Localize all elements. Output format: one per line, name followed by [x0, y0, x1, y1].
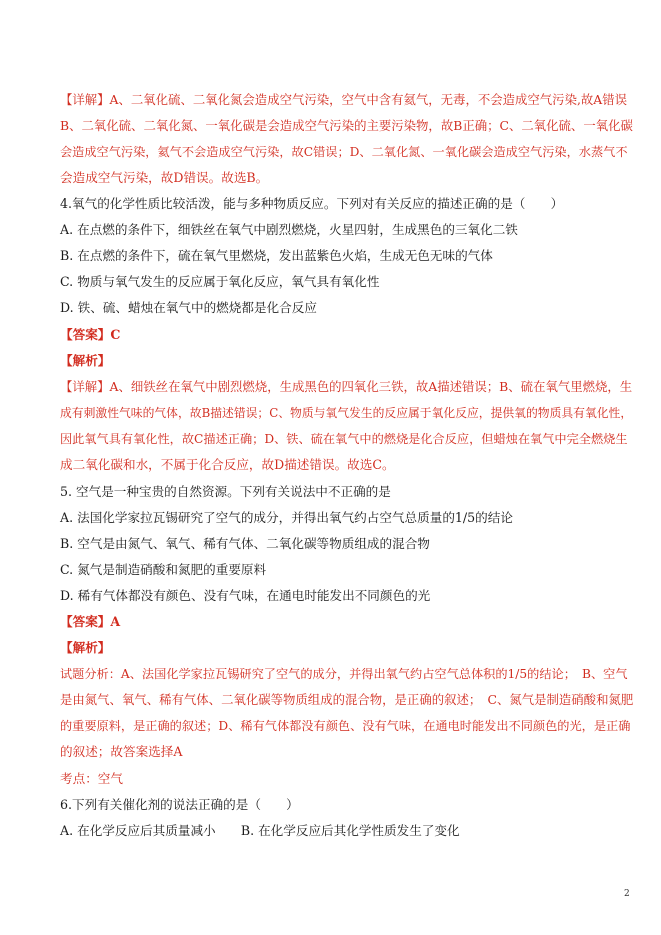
- question-4-option-c: C. 物质与氧气发生的反应属于氧化反应，氧气具有氧化性: [60, 274, 380, 289]
- question-6-options: A. 在化学反应后其质量减小 B. 在化学反应后其化学性质发生了变化: [60, 823, 460, 838]
- page-number: 2: [624, 889, 630, 899]
- explanation-line-8: 成二氧化碳和水，不属于化合反应，故D描述错误。故选C。: [60, 457, 395, 472]
- question-6-stem: 6.下列有关催化剂的说法正确的是（ ）: [60, 797, 299, 812]
- question-4-option-a: A. 在点燃的条件下，细铁丝在氧气中剧烈燃烧，火星四射，生成黑色的三氧化二铁: [60, 222, 518, 237]
- analysis-line-2: 是由氮气、氧气、稀有气体、二氧化碳等物质组成的混合物，是正确的叙述； C、氮气是制造硝酸和氮肥: [60, 692, 634, 707]
- answer-label: 【答案】C: [60, 327, 121, 342]
- question-4-stem: 4.氧气的化学性质比较活泼，能与多种物质反应。下列对有关反应的描述正确的是（ ）: [60, 196, 564, 211]
- question-5-option-c: C. 氮气是制造硝酸和氮肥的重要原料: [60, 562, 267, 577]
- explanation-line-6: 成有刺激性气味的气体，故B描述错误；C、物质与氧气发生的反应属于氧化反应，提供氧的物质具有氧化性，: [60, 406, 633, 420]
- topic-label: 考点：空气: [60, 771, 123, 786]
- explanation-line-5: 【详解】A、细铁丝在氧气中剧烈燃烧，生成黑色的四氧化三铁，故A描述错误；B、硫在氧气里燃烧，生: [60, 379, 633, 394]
- analysis-line-3: 的重要原料，是正确的叙述；D、稀有气体都没有颜色、没有气味，在通电时能发出不同颜色的光，是正确: [60, 719, 631, 733]
- explanation-line-3: 会造成空气污染，氦气不会造成空气污染，故C错误；D、二氧化氮、一氧化碳会造成空气污染，水蒸气不: [60, 145, 628, 159]
- question-5-option-d: D. 稀有气体都没有颜色、没有气味，在通电时能发出不同颜色的光: [60, 588, 431, 603]
- question-5-stem: 5. 空气是一种宝贵的自然资源。下列有关说法中不正确的是: [60, 484, 391, 499]
- question-5-option-b: B. 空气是由氮气、氧气、稀有气体、二氧化碳等物质组成的混合物: [60, 536, 430, 551]
- question-4-option-b: B. 在点燃的条件下，硫在氧气里燃烧，发出蓝紫色火焰，生成无色无味的气体: [60, 248, 493, 263]
- answer-label: 【答案】A: [60, 614, 121, 629]
- analysis-label: 【解析】: [60, 640, 111, 655]
- analysis-label: 【解析】: [60, 353, 111, 368]
- explanation-line-2: B、二氧化硫、二氧化氮、一氧化碳是会造成空气污染的主要污染物，故B正确；C、二氧化硫、一氧化碳: [60, 118, 633, 133]
- explanation-line-4: 会造成空气污染，故D错误。故选B。: [60, 170, 269, 185]
- question-4-option-d: D. 铁、硫、蜡烛在氧气中的燃烧都是化合反应: [60, 300, 317, 315]
- explanation-line-7: 因此氧气具有氧化性，故C描述正确；D、铁、硫在氧气中的燃烧是化合反应，但蜡烛在氧气中完全燃烧生: [60, 432, 628, 446]
- analysis-line-1: 试题分析：A、法国化学家拉瓦锡研究了空气的成分，并得出氧气约占空气总体积的1/5的结论； B、空气: [60, 667, 628, 681]
- question-5-option-a: A. 法国化学家拉瓦锡研究了空气的成分，并得出氧气约占空气总质量的1/5的结论: [60, 510, 513, 525]
- explanation-line-1: 【详解】A、二氧化硫、二氧化氮会造成空气污染，空气中含有氦气，无毒，不会造成空气污染,故A错误: [60, 92, 628, 107]
- analysis-line-4: 的叙述；故答案选择A: [60, 744, 183, 759]
